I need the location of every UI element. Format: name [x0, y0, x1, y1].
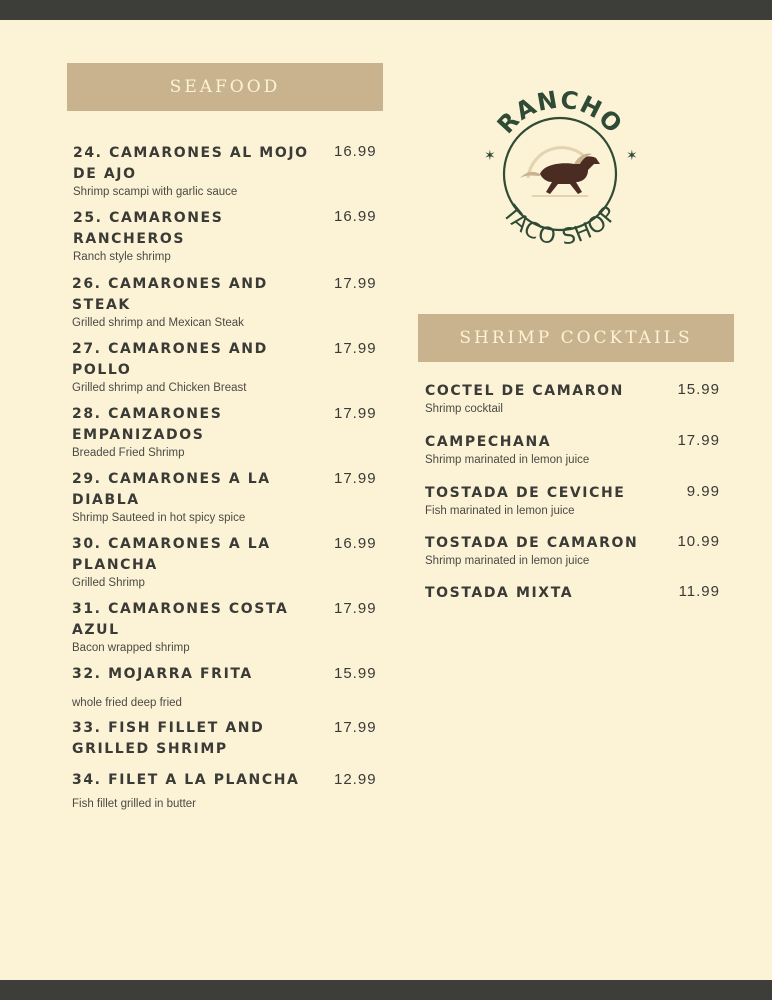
- item-name: TOSTADA MIXTA: [425, 585, 574, 601]
- item-name: 33. FISH FILLET AND GRILLED SHRIMP: [72, 720, 265, 757]
- item-name: 26. CAMARONES AND STEAK: [72, 276, 268, 313]
- item-price: 17.99: [334, 275, 377, 292]
- item-price: 11.99: [678, 583, 720, 600]
- item-description: Shrimp scampi with garlic sauce: [73, 186, 238, 198]
- item-price: 10.99: [677, 533, 720, 550]
- menu-item: [72, 274, 322, 331]
- menu-item: [425, 483, 665, 519]
- item-price: 16.99: [334, 535, 377, 552]
- menu-item: [425, 533, 665, 569]
- item-description: whole fried deep fried: [72, 697, 182, 709]
- menu-item: [73, 143, 323, 200]
- item-price: 15.99: [334, 665, 377, 682]
- menu-item: [72, 404, 322, 461]
- item-description: Shrimp cocktail: [425, 403, 503, 415]
- menu-item: [72, 534, 322, 591]
- item-name: 28. CAMARONES EMPANIZADOS: [72, 406, 223, 443]
- logo-bottom-text: TACO SHOP: [497, 201, 623, 251]
- logo-top-text: RANCHO: [491, 85, 629, 140]
- item-price: 17.99: [334, 600, 377, 617]
- item-price: 9.99: [686, 483, 720, 500]
- seafood-title: SEAFOOD: [169, 77, 281, 97]
- item-name: 31. CAMARONES COSTA AZUL: [72, 601, 289, 638]
- item-description: Grilled shrimp and Chicken Breast: [72, 382, 247, 394]
- item-price: 17.99: [334, 405, 377, 422]
- star-icon: ✶: [484, 148, 496, 164]
- item-description: Fish fillet grilled in butter: [72, 798, 196, 810]
- rancho-taco-shop-logo: [470, 78, 650, 258]
- item-name: 30. CAMARONES A LA PLANCHA: [72, 536, 271, 573]
- item-description: Bacon wrapped shrimp: [72, 642, 190, 654]
- item-name: COCTEL DE CAMARON: [425, 383, 624, 399]
- item-name: 25. CAMARONES RANCHEROS: [73, 210, 224, 247]
- seafood-header: [67, 63, 383, 111]
- menu-item: [425, 432, 665, 468]
- bottom-border-bar: [0, 980, 772, 1000]
- menu-item: [72, 469, 322, 526]
- menu-item: [72, 770, 322, 812]
- menu-item: [425, 583, 665, 604]
- menu-item: [425, 381, 665, 417]
- item-price: 17.99: [677, 432, 720, 449]
- item-description: Breaded Fried Shrimp: [72, 447, 185, 459]
- item-name: 34. FILET A LA PLANCHA: [72, 772, 300, 788]
- item-description: Shrimp Sauteed in hot spicy spice: [72, 512, 246, 524]
- item-price: 12.99: [334, 771, 377, 788]
- menu-item: [72, 718, 322, 760]
- item-description: Shrimp marinated in lemon juice: [425, 454, 590, 466]
- item-description: Grilled shrimp and Mexican Steak: [72, 317, 244, 329]
- top-border-bar: [0, 0, 772, 20]
- shrimp-cocktails-header: [418, 314, 734, 362]
- menu-item: [72, 339, 322, 396]
- item-description: Fish marinated in lemon juice: [425, 505, 575, 517]
- item-name: TOSTADA DE CEVICHE: [425, 485, 626, 501]
- item-name: 32. MOJARRA FRITA: [72, 666, 253, 682]
- menu-item: [72, 664, 322, 711]
- item-description: Ranch style shrimp: [73, 251, 171, 263]
- menu-item: [72, 599, 322, 656]
- item-name: TOSTADA DE CAMARON: [425, 535, 639, 551]
- item-price: 17.99: [334, 340, 377, 357]
- item-price: 17.99: [334, 470, 377, 487]
- menu-item: [73, 208, 323, 265]
- item-description: Grilled Shrimp: [72, 577, 145, 589]
- item-price: 16.99: [334, 208, 377, 225]
- item-name: 24. CAMARONES AL MOJO DE AJO: [73, 145, 309, 182]
- item-name: CAMPECHANA: [425, 434, 552, 450]
- item-name: 27. CAMARONES AND POLLO: [72, 341, 268, 378]
- item-description: Shrimp marinated in lemon juice: [425, 555, 590, 567]
- star-icon: ✶: [626, 148, 638, 164]
- item-price: 15.99: [677, 381, 720, 398]
- horse-icon: [520, 153, 600, 194]
- item-name: 29. CAMARONES A LA DIABLA: [72, 471, 271, 508]
- shrimp-cocktails-title: SHRIMP COCKTAILS: [459, 328, 693, 348]
- item-price: 17.99: [334, 719, 377, 736]
- item-price: 16.99: [334, 143, 377, 160]
